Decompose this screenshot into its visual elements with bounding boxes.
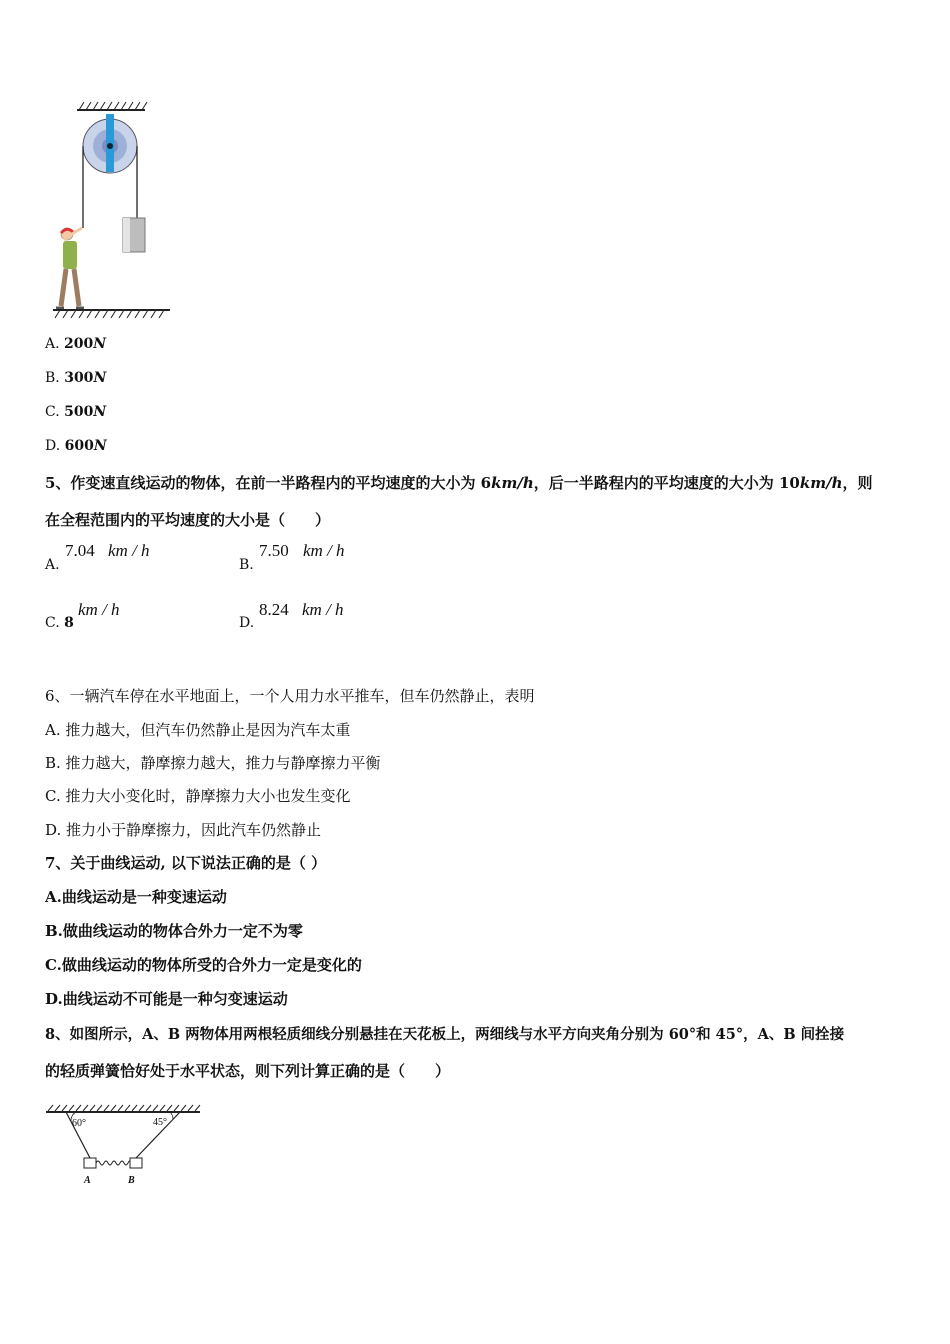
- q5-option-a-value: 7.04: [65, 541, 95, 560]
- q5-option-a-letter: A.: [45, 557, 60, 573]
- q8-stem-line1: 8、如图所示，A、B 两物体用两根轻质细线分别悬挂在天花板上，两细线与水平方向夹角分别为 60°和 45°，A、B 间拴接: [45, 1026, 845, 1043]
- q5-option-d-letter: D.: [239, 615, 255, 631]
- q7-option-a: A.曲线运动是一种变速运动: [45, 888, 227, 906]
- q5-option-b-letter: B.: [239, 557, 254, 573]
- q7-option-b: B.做曲线运动的物体合外力一定不为零: [45, 922, 303, 940]
- angle-60-label: 60°: [72, 1118, 86, 1129]
- q5-option-b-unit: km / h: [303, 541, 345, 560]
- q5-option-d-unit: km / h: [302, 600, 344, 619]
- block-a-label: A: [84, 1175, 91, 1186]
- q4-option-b: B. 300N: [45, 370, 107, 386]
- q6-option-d: D. 推力小于静摩擦力，因此汽车仍然静止: [45, 821, 322, 839]
- q4-option-d: D. 600N: [45, 438, 107, 454]
- q8-stem-line2: 的轻质弹簧恰好处于水平状态，则下列计算正确的是（ ）: [45, 1062, 451, 1080]
- q6-option-b: B. 推力越大，静摩擦力越大，推力与静摩擦力平衡: [45, 754, 381, 772]
- q5-option-c-unit: km / h: [78, 600, 120, 619]
- q6-option-a: A. 推力越大，但汽车仍然静止是因为汽车太重: [45, 721, 351, 739]
- q5-option-c: C. 8: [45, 615, 74, 631]
- q4-option-a: A. 200N: [45, 336, 107, 352]
- q5-stem-line2: 在全程范围内的平均速度的大小是（ ）: [45, 511, 331, 529]
- q7-stem: 7、关于曲线运动, 以下说法正确的是（ ）: [45, 854, 327, 872]
- q7-option-c: C.做曲线运动的物体所受的合外力一定是变化的: [45, 956, 362, 974]
- q6-stem: 6、一辆汽车停在水平地面上，一个人用力水平推车，但车仍然静止，表明: [45, 687, 535, 705]
- spring-figure: [44, 1104, 204, 1188]
- q7-option-d: D.曲线运动不可能是一种匀变速运动: [45, 990, 288, 1008]
- q5-option-d-value: 8.24: [259, 600, 289, 619]
- q6-option-c: C. 推力大小变化时，静摩擦力大小也发生变化: [45, 787, 351, 805]
- pulley-figure: [45, 96, 180, 321]
- angle-45-label: 45°: [153, 1117, 167, 1128]
- block-b-label: B: [128, 1175, 135, 1186]
- q5-option-b-value: 7.50: [259, 541, 289, 560]
- q5-option-a-unit: km / h: [108, 541, 150, 560]
- q4-option-c: C. 500N: [45, 404, 107, 420]
- q5-stem-line1: 5、作变速直线运动的物体，在前一半路程内的平均速度的大小为 6km/h，后一半路程内的平均速度的大小为 10km/h，则: [45, 474, 873, 492]
